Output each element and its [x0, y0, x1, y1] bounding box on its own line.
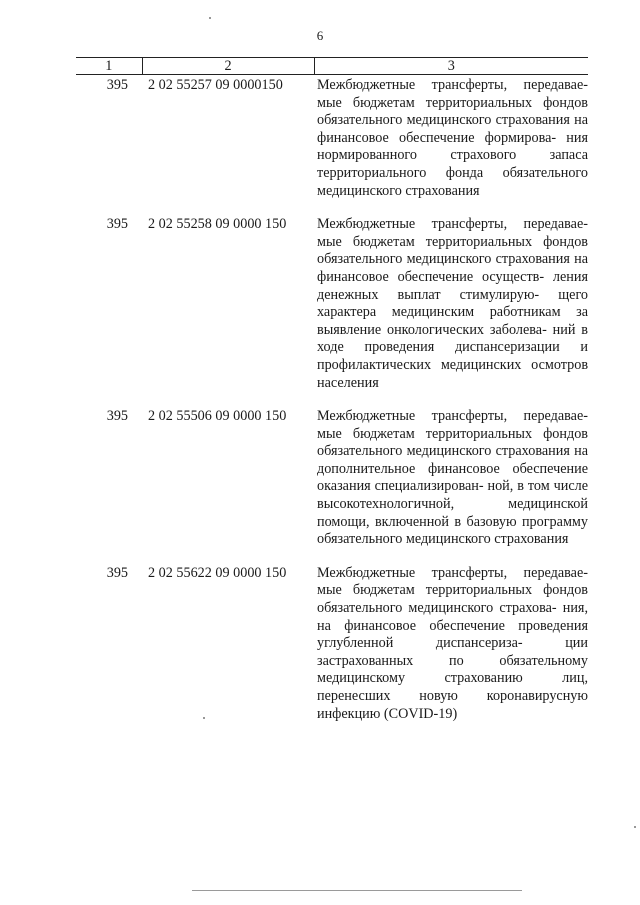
description-line: ний в ходе проведения диспансеризации [317, 321, 588, 356]
description-line: медицинской помощи, включенной в [317, 496, 588, 530]
description-line: обязательного медицинского страхования [317, 251, 570, 268]
description-line: Межбюджетные трансферты, передавае- [317, 408, 588, 425]
description-cell [314, 200, 588, 392]
description-line: проведения углубленной диспансериза- [317, 617, 588, 652]
description-line: медицинскому страхованию лиц, [317, 670, 588, 687]
description-cell [314, 75, 588, 201]
column-header-2: 2 [142, 58, 314, 75]
description-line: Межбюджетные трансферты, передавае- [317, 216, 588, 233]
description-line: щего характера медицинским работникам [317, 286, 588, 321]
budget-code-cell: 2 02 55257 09 0000150 [148, 77, 283, 93]
budget-code-table [76, 57, 588, 723]
admin-code-cell: 395 [106, 77, 128, 93]
description-line: на финансовое обеспечение осуществ- [317, 251, 589, 285]
description-line: ции застрахованных по обязательному [317, 635, 588, 669]
description-line: обязательного медицинского страхования [317, 443, 570, 460]
description-line: инфекцию (COVID-19) [317, 705, 458, 722]
scan-speck [203, 717, 205, 719]
description-line: на дополнительное финансовое [317, 443, 589, 477]
scan-speck [634, 826, 636, 828]
header-row [76, 58, 588, 75]
description-line: за выявление онкологических заболева- [317, 304, 589, 338]
description-line: обязательного медицинского страхования [317, 112, 570, 129]
description-line: на финансовое обеспечение формирова- [317, 112, 589, 146]
description-line: ния нормированного страхового запаса [317, 129, 588, 164]
table-row [76, 392, 588, 549]
description-line: осмотров населения [317, 356, 589, 391]
budget-code-cell: 2 02 55258 09 0000 150 [148, 216, 287, 233]
description-line: ния, на финансовое обеспечение [317, 600, 588, 634]
description-line: ной, в том числе высокотехнологичной, [317, 478, 588, 513]
budget-code-cell: 2 02 55622 09 0000 150 [148, 564, 287, 581]
description-line: обязательного медицинского страхова- [317, 600, 557, 617]
table-row [76, 200, 588, 392]
description-line: медицинского страхования [405, 531, 569, 548]
description-line: мые бюджетам территориальных фондов [317, 425, 588, 442]
description-cell [314, 549, 588, 723]
admin-code-cell: 395 [106, 564, 128, 581]
table-body [76, 75, 588, 724]
description-line: Межбюджетные трансферты, передавае- [317, 564, 588, 581]
table-header [76, 58, 588, 75]
admin-code-cell: 395 [106, 216, 128, 233]
description-line: перенесших новую коронавирусную [317, 688, 588, 704]
description-line: базовую программу обязательного [317, 513, 588, 548]
description-line: территориального фонда обязательного [317, 164, 588, 181]
footer-rule [192, 890, 522, 891]
page-number: 6 [316, 28, 324, 43]
budget-code-cell: 2 02 55506 09 0000 150 [148, 408, 287, 425]
description-line: мые бюджетам территориальных фондов [317, 582, 588, 599]
table-row [76, 75, 588, 201]
column-header-3: 3 [314, 58, 588, 75]
table-row [76, 549, 588, 723]
description-line: Межбюджетные трансферты, передавае- [317, 77, 588, 93]
description-cell [314, 392, 588, 549]
description-line: медицинского страхования [317, 182, 480, 199]
scan-speck [209, 17, 211, 19]
description-line: обеспечение оказания специализирован- [317, 460, 589, 495]
description-line: и профилактических медицинских [317, 339, 588, 373]
description-line: мые бюджетам территориальных фондов [317, 233, 588, 250]
admin-code-cell: 395 [106, 408, 128, 425]
description-line: мые бюджетам территориальных фондов [317, 94, 588, 111]
column-header-1: 1 [76, 58, 142, 75]
description-line: ления денежных выплат стимулирую- [317, 268, 589, 303]
